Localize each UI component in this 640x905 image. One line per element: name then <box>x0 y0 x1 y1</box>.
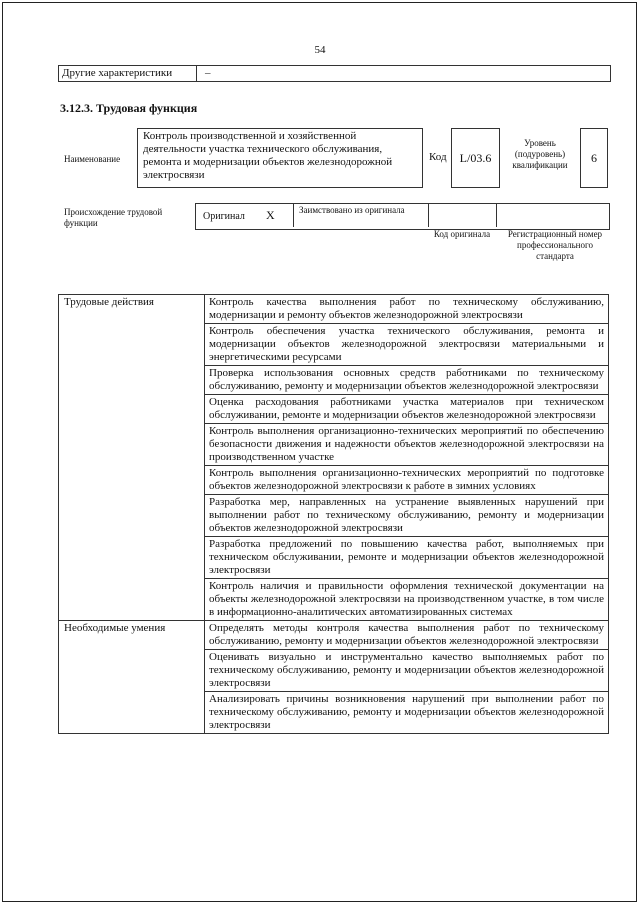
qualification-level-label: Уровень (подуровень) квалификации <box>512 138 568 170</box>
skill-item: Оценивать визуально и инструментально качество выполняемых работ по техническому обслуживанию, ремонту и модернизации объектов железнодорожной электросвязи <box>205 650 609 692</box>
labor-action-item: Контроль качества выполнения работ по техническому обслуживанию, модернизации и ремонту объектов железнодорожной электросвязи <box>205 295 609 324</box>
table-row <box>59 621 609 650</box>
page-number: 54 <box>314 44 326 56</box>
function-code: L/03.6 <box>451 128 500 188</box>
origin-label: Происхождение трудовой функции <box>64 207 163 228</box>
function-name: Контроль производственной и хозяйственной деятельности участка технического обслуживания, ремонта и модернизации объектов железнодорожной электросвязи <box>137 128 423 188</box>
other-characteristics-label: Другие характеристики <box>59 66 197 81</box>
borrowed-cell <box>294 204 429 227</box>
origin-row <box>195 203 610 230</box>
original-cell <box>196 204 294 227</box>
other-characteristics-row <box>58 65 611 82</box>
labor-action-item: Разработка предложений по повышению качества работ, выполняемых при техническом обслуживании, ремонте и модернизации объектов железнодорожной электросвязи <box>205 537 609 579</box>
table-row <box>59 295 609 324</box>
registration-number-caption: Регистрационный номер профессионального стандарта <box>507 229 603 261</box>
qualification-level: 6 <box>580 128 608 188</box>
original-mark: X <box>266 208 275 222</box>
labor-action-item: Разработка мер, направленных на устранение выявленных нарушений при выполнении работ по техническому обслуживанию, ремонту и модернизации объектов железнодорожной электросвязи <box>205 495 609 537</box>
section-title: 3.12.3. Трудовая функция <box>60 101 198 115</box>
other-characteristics-value: – <box>205 67 211 79</box>
original-code-cell <box>429 204 497 227</box>
original-code-caption: Код оригинала <box>433 229 491 239</box>
labor-action-item: Контроль выполнения организационно-технических мероприятий по обеспечению безопасности движения и надежности объектов железнодорожной электросвязи на производственном участке <box>205 424 609 466</box>
labor-action-item: Контроль наличия и правильности оформления технической документации на объекты железнодорожной электросвязи на производственном участке, в том числе в информационно-аналитических автоматизированных системах <box>205 579 609 621</box>
name-label: Наименование <box>64 154 121 164</box>
function-details-table <box>58 294 609 734</box>
labor-action-item: Оценка расходования работниками участка материалов при техническом обслуживании, ремонте и модернизации объектов железнодорожной электросвязи <box>205 395 609 424</box>
skill-item: Определять методы контроля качества выполнения работ по техническому обслуживанию, ремонту и модернизации объектов железнодорожной электросвязи <box>205 621 609 650</box>
labor-action-item: Контроль обеспечения участка технического обслуживания, ремонта и модернизации объектов железнодорожной электросвязи материальными и энергетическими ресурсами <box>205 324 609 366</box>
original-label: Оригинал <box>203 211 245 222</box>
labor-action-item: Проверка использования основных средств работниками по техническому обслуживанию, ремонту и модернизации объектов железнодорожной электросвязи <box>205 366 609 395</box>
skills-label: Необходимые умения <box>59 621 205 734</box>
labor-action-item: Контроль выполнения организационно-технических мероприятий по подготовке объектов железнодорожной электросвязи к работе в зимних условиях <box>205 466 609 495</box>
registration-number-cell <box>497 204 607 227</box>
code-label: Код <box>429 151 447 163</box>
labor-actions-label: Трудовые действия <box>59 295 205 621</box>
borrowed-label: Заимствовано из оригинала <box>299 205 405 215</box>
skill-item: Анализировать причины возникновения нарушений при выполнении работ по техническому обслуживанию, ремонту и модернизации объектов железнодорожной электросвязи <box>205 692 609 734</box>
